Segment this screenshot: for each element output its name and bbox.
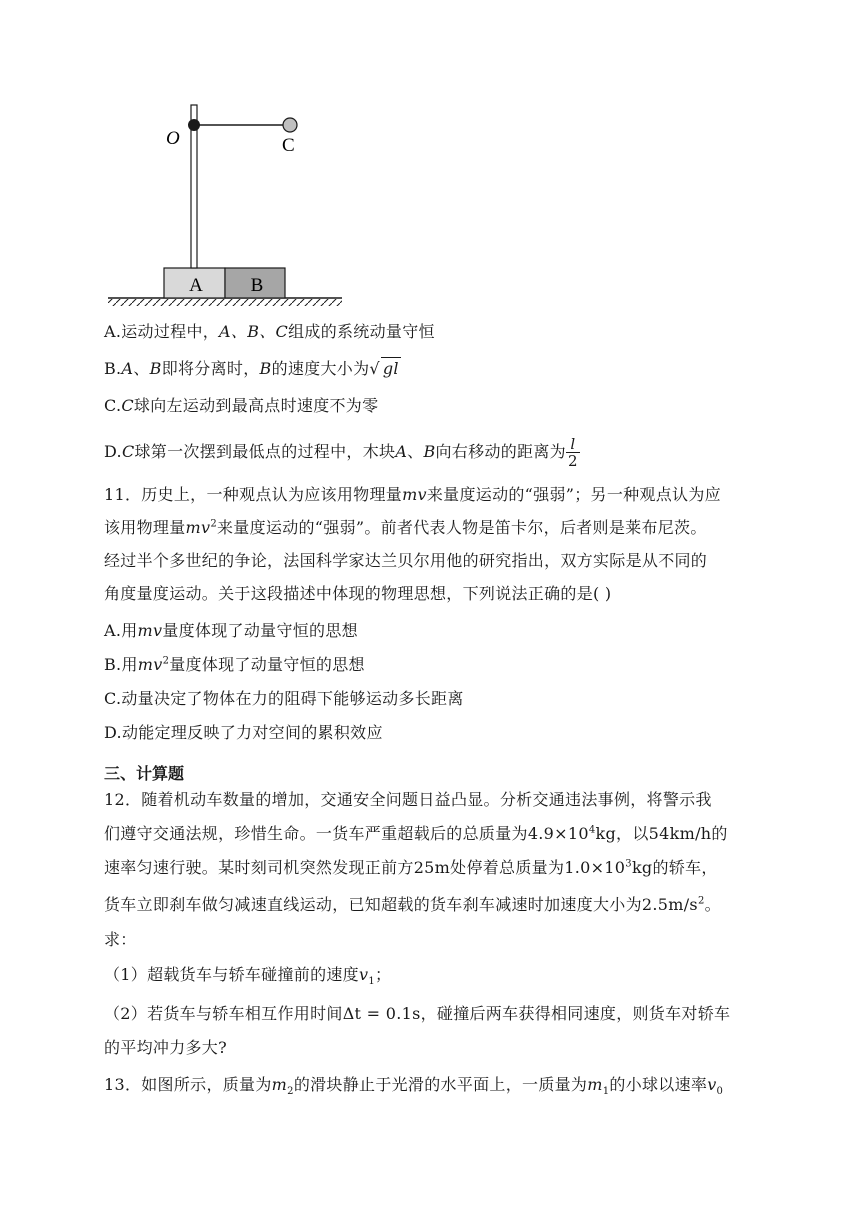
distance-value: 25m	[413, 858, 451, 877]
q12-line-3	[104, 857, 718, 879]
mass-value: 4.9×10	[527, 824, 589, 843]
option-a-vars: A、B、C	[219, 322, 289, 341]
acceleration-value: 2.5m/s	[641, 895, 698, 914]
text: 的轿车，	[652, 858, 718, 877]
text: 来量度运动的“强弱”；另一种观点认为应	[426, 485, 721, 504]
q10-option-c	[104, 395, 378, 417]
option-d-mid: 球第一次摆到最低点的过程中，木块	[134, 442, 396, 461]
var-a: A	[395, 442, 408, 461]
text: （1）超载货车与轿车碰撞前的速度	[104, 965, 359, 984]
option-c-suffix: 球向左运动到最高点时速度不为零	[133, 396, 379, 415]
text: 量度体现了动量守恒的思想	[169, 655, 365, 674]
speed-value: 54km/h	[648, 824, 712, 843]
mass-symbol: m	[587, 1075, 603, 1094]
q12-line-2	[104, 823, 728, 845]
q11-option-d: D.动能定理反映了力对空间的累积效应	[104, 723, 383, 742]
q12-sub-2-line-2: 的平均冲力多大?	[104, 1038, 227, 1057]
mv: mv	[185, 518, 211, 537]
text: 量度体现了动量守恒的思想	[162, 621, 358, 640]
var-b2: B	[259, 359, 272, 378]
ball-c	[283, 118, 297, 132]
option-d-prefix: D.	[104, 442, 122, 461]
frac-num: l	[566, 436, 580, 453]
velocity-symbol: v	[707, 1075, 717, 1094]
pivot-label: O	[166, 128, 180, 149]
subscript: 2	[287, 1086, 294, 1098]
text: ；	[375, 965, 392, 984]
text: 的	[711, 824, 728, 843]
exponent: 2	[697, 895, 705, 907]
q13-line-1	[104, 1074, 723, 1096]
text: 该用物理量	[104, 518, 186, 537]
option-b-mid: 即将分离时，	[161, 359, 260, 378]
time-value: Δt = 0.1s	[342, 1004, 421, 1023]
exponent: 4	[588, 824, 596, 836]
mass-value: 1.0×10	[564, 858, 626, 877]
unit: kg	[631, 858, 653, 877]
var-c: C	[121, 442, 135, 461]
text: 的滑块静止于光滑的水平面上，一质量为	[293, 1075, 588, 1094]
q11-option-c: C.动量决定了物体在力的阻碍下能够运动多长距离	[104, 689, 464, 708]
option-b-mid2: 的速度大小为	[271, 359, 370, 378]
q11-line-3: 经过半个多世纪的争论，法国科学家达兰贝尔用他的研究指出，双方实际是从不同的	[104, 551, 708, 570]
unit: kg	[595, 824, 617, 843]
mv: mv	[137, 655, 163, 674]
text: 货车立即刹车做匀减速直线运动，已知超载的货车刹车减速时加速度大小为	[104, 895, 642, 914]
text: ，碰撞后两车获得相同速度，则货车对轿车	[420, 1004, 731, 1023]
option-b-prefix: B.	[104, 359, 122, 378]
ball-c-label: C	[282, 135, 295, 156]
text: 来量度运动的“强弱”。前者代表人物是笛卡尔，后者则是莱布尼茨。	[217, 518, 707, 537]
exponent: 2	[162, 655, 170, 667]
q11-line-1	[104, 484, 721, 506]
q12-sub-1	[104, 964, 391, 986]
sep: 、	[133, 359, 150, 378]
text: 。	[704, 895, 721, 914]
q12-sub-2	[104, 1003, 730, 1025]
text: 的小球以速率	[609, 1075, 708, 1094]
exponent: 3	[625, 858, 632, 870]
text: 速率匀速行驶。某时刻司机突然发现正前方	[104, 858, 414, 877]
fraction-l-over-2	[566, 436, 580, 469]
text: A.用	[104, 621, 138, 640]
text: 11．历史上，一种观点认为应该用物理量	[104, 485, 403, 504]
option-a-prefix: A.运动过程中，	[104, 322, 220, 341]
mv: mv	[137, 621, 163, 640]
physics-figure	[100, 95, 350, 310]
q11-option-b	[104, 654, 365, 676]
sep: 、	[407, 442, 424, 461]
text: 13．如图所示，质量为	[104, 1075, 272, 1094]
sqrt-radicand: gl	[382, 359, 399, 378]
q10-option-d	[104, 436, 580, 469]
block-a-label: A	[189, 275, 203, 296]
q12-line-4	[104, 894, 721, 916]
q12-line-1: 12．随着机动车数量的增加，交通安全问题日益凸显。分析交通违法事例，将警示我	[104, 790, 712, 809]
subscript: 1	[368, 976, 375, 988]
option-d-suffix: 向右移动的距离为	[435, 442, 566, 461]
q10-option-b	[104, 357, 401, 380]
mass-symbol: m	[271, 1075, 288, 1094]
sqrt-sign: √	[369, 359, 380, 378]
block-b-label: B	[250, 275, 264, 296]
q11-option-a	[104, 620, 358, 642]
option-a-suffix: 组成的系统动量守恒	[288, 322, 435, 341]
q12-line-5: 求：	[104, 930, 137, 949]
option-c-prefix: C.	[104, 396, 122, 415]
velocity-symbol: v	[358, 965, 369, 984]
ground-hatch	[108, 299, 342, 306]
q11-line-2	[104, 517, 707, 539]
q10-option-a	[104, 321, 435, 343]
section-title: 三、计算题	[104, 764, 185, 783]
exponent: 2	[210, 518, 217, 530]
var-a: A	[121, 359, 134, 378]
pivot-point	[188, 119, 200, 131]
text: 处停着总质量为	[450, 858, 565, 877]
text: 们遵守交通法规，珍惜生命。一货车严重超载后的总质量为	[104, 824, 528, 843]
var-b: B	[149, 359, 162, 378]
text: B.用	[104, 655, 138, 674]
subscript: 1	[602, 1086, 610, 1098]
frac-den: 2	[567, 452, 578, 470]
text: （2）若货车与轿车相互作用时间	[104, 1004, 343, 1023]
text: ，以	[616, 824, 649, 843]
var-c: C	[121, 396, 134, 415]
q11-line-4: 角度量度运动。关于这段描述中体现的物理思想，下列说法正确的是( )	[104, 584, 612, 603]
var-b: B	[423, 442, 436, 461]
subscript: 0	[716, 1086, 724, 1098]
mv: mv	[402, 485, 427, 504]
